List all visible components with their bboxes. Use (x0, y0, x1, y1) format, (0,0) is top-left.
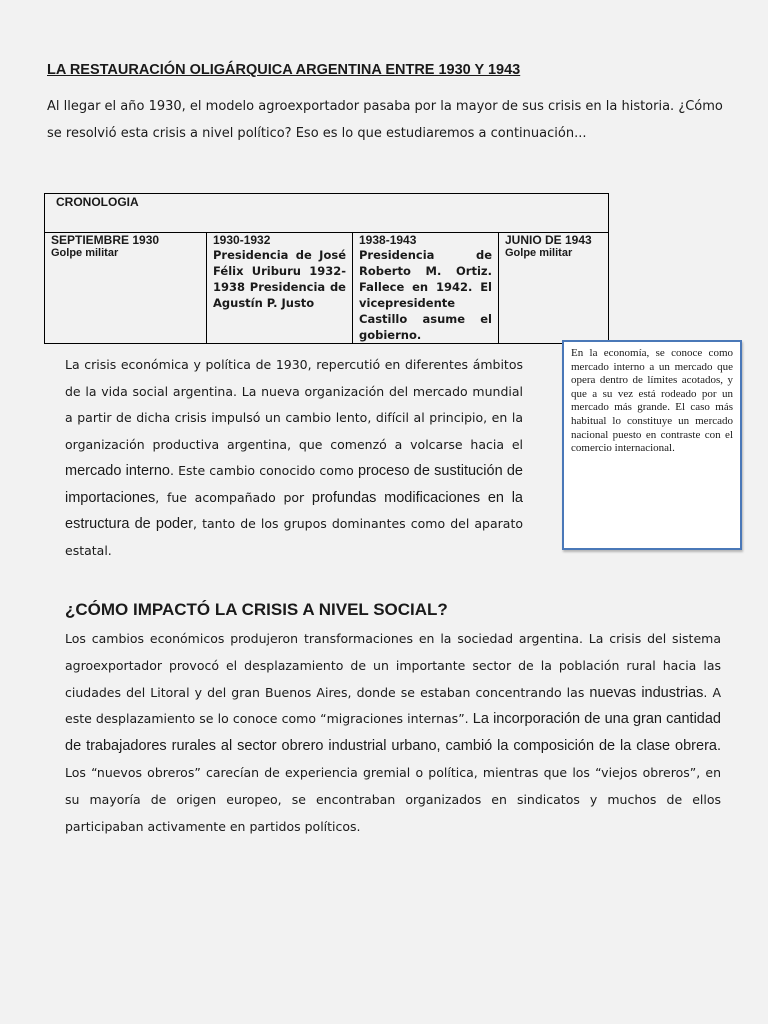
page-title: LA RESTAURACIÓN OLIGÁRQUICA ARGENTINA ENTRE 1930 Y 1943 (47, 62, 521, 78)
chronology-event: Golpe militar (45, 247, 207, 344)
section-heading: ¿CÓMO IMPACTÓ LA CRISIS A NIVEL SOCIAL? (65, 600, 448, 619)
chronology-date: 1930-1932 (207, 233, 353, 248)
chronology-date: 1938-1943 (353, 233, 499, 248)
text: Los “nuevos obreros” carecían de experiencia gremial o política, mientras que los “viejos obreros”, en su mayoría de origen europeo, se encontraban organizados en sindicatos y muchos de ellos participaban activamente en partidos políticos. (65, 764, 721, 834)
social-impact-paragraph (65, 626, 721, 840)
intro-paragraph: Al llegar el año 1930, el modelo agroexportador pasaba por la mayor de sus crisis en la historia. ¿Cómo se resolvió esta crisis a nivel político? Eso es lo que estudiaremos a continuación... (47, 99, 723, 141)
text: La crisis económica y política de 1930, repercutió en diferentes ámbitos de la vida social argentina. La nueva organización del mercado mundial a partir de dicha crisis impulsó un cambio lento, difícil al principio, en la organización productiva argentina, que comenzó a volcarse hacia el (65, 357, 523, 452)
highlight-mercado-interno: mercado interno (65, 463, 170, 479)
text: , tanto de los grupos dominantes como del aparato estatal. (65, 516, 524, 558)
definition-sidebox: En la economía, se conoce como mercado interno a un mercado que opera dentro de límites acotados, y que a su vez está rodeado por un mercado más grande. El caso más habitual lo constituye un mercado nacional puesto en contraste con el comercio internacional. (562, 340, 742, 550)
chronology-table (44, 193, 609, 344)
text: , fue acompañado por (155, 489, 312, 505)
chronology-date: SEPTIEMBRE 1930 (45, 233, 207, 248)
chronology-event: Presidencia de José Félix Uriburu 1932-1938 Presidencia de Agustín P. Justo (207, 247, 353, 344)
chronology-event: Golpe militar (499, 247, 609, 344)
text: . Este cambio conocido como (169, 463, 358, 478)
highlight-nuevas-industrias: nuevas industrias (589, 684, 704, 701)
text: Los cambios económicos produjeron transformaciones en la sociedad argentina. La crisis del sistema agroexportador provocó el desplazamiento de un importante sector de la población rural hacia las ciudades del Litoral y del gran Buenos Aires, donde se estaban concentrando las (65, 631, 721, 700)
highlight-sustitucion: proceso de sustitución de importaciones (65, 463, 523, 506)
chronology-date: JUNIO DE 1943 (499, 233, 609, 248)
text: . A este desplazamiento se lo conoce como “migraciones internas”. (65, 684, 722, 727)
economic-crisis-paragraph (65, 352, 523, 564)
highlight-estructura-poder: profundas modificaciones en la estructura de poder (65, 489, 523, 532)
highlight-clase-obrera: La incorporación de una gran cantidad de trabajadores rurales al sector obrero industrial urbano, cambió la composición de la clase obrera. (65, 711, 721, 755)
chronology-heading: CRONOLOGIA (45, 194, 609, 233)
chronology-event: Presidencia de Roberto M. Ortiz. Fallece en 1942. El vicepresidente Castillo asume el gobierno. (353, 247, 499, 344)
